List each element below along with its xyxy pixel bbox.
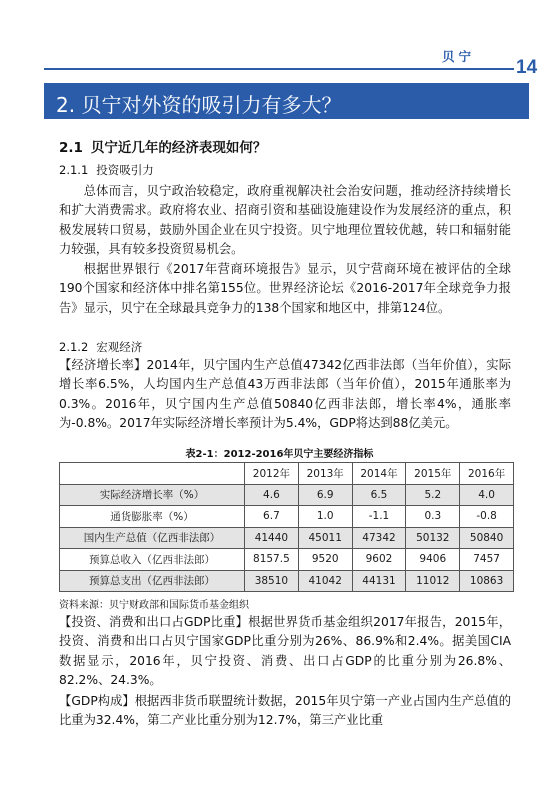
table-row xyxy=(60,527,514,549)
table-cell: 47342 xyxy=(352,527,406,549)
chapter-title: 2. 贝宁对外资的吸引力有多大？ xyxy=(56,93,342,117)
row-label: 国内生产总值（亿西非法郎） xyxy=(60,527,245,549)
table-cell: 6.7 xyxy=(245,506,299,528)
section-title: 宏观经济 xyxy=(96,340,143,354)
table-header-year: 2014年 xyxy=(352,463,406,485)
row-label: 通货膨胀率（%） xyxy=(60,506,245,528)
header-divider xyxy=(44,68,514,70)
table-cell: 6.5 xyxy=(352,484,406,506)
table-row xyxy=(60,506,514,528)
section-heading-2-1-2 xyxy=(59,339,142,355)
row-label: 实际经济增长率（%） xyxy=(60,484,245,506)
table-caption: 表2-1：2012-2016年贝宁主要经济指标 xyxy=(185,449,374,460)
table-cell: 50840 xyxy=(460,527,514,549)
chapter-banner xyxy=(44,83,529,119)
section-number: 2.1 xyxy=(59,140,83,156)
table-header-year: 2016年 xyxy=(460,463,514,485)
paragraph-gdp-composition: 【GDP构成】根据西非货币联盟统计数据，2015年贝宁第一产业占国内生产总值的比重为32.4%，第二产业比重分别为12.7%，第三产业比重 xyxy=(59,694,511,728)
table-cell: 6.9 xyxy=(298,484,352,506)
paragraph-investment-overview: 总体而言，贝宁政治较稳定，政府重视解决社会治安问题，推动经济持续增长和扩大消费需求。政府将农业、招商引资和基础设施建设作为发展经济的重点，积极发展转口贸易，鼓励外国企业在贝宁投资。贝宁地理位置较优越，转口和辐射能力较强，具有较多投资贸易机会。 xyxy=(59,184,511,257)
table-cell: 41042 xyxy=(298,570,352,592)
table-cell: 7457 xyxy=(460,549,514,571)
header-country-label: 贝宁 xyxy=(442,49,476,64)
table-header-year: 2015年 xyxy=(406,463,460,485)
section-title: 贝宁近几年的经济表现如何？ xyxy=(90,140,267,156)
table-header-year: 2012年 xyxy=(245,463,299,485)
table-cell: 44131 xyxy=(352,570,406,592)
table-cell: -0.8 xyxy=(460,506,514,528)
table-cell: 45011 xyxy=(298,527,352,549)
paragraph-growth-rate: 【经济增长率】2014年，贝宁国内生产总值47342亿西非法郎（当年价值），实际增长率6.5%，人均国内生产总值43万西非法郎（当年价值），2015年通胀率为0.3%。2016年，贝宁国内生产总值50840亿西非法郎，增长率4%，通胀率为-0.8%。2017年实际经济增长率预计为5.4%，GDP将达到88亿美元。 xyxy=(59,358,511,431)
paragraph-gdp-share: 【投资、消费和出口占GDP比重】根据世界货币基金组织2017年报告，2015年，投资、消费和出口占贝宁国家GDP比重分别为26%、86.9%和2.4%。据美国CIA数据显示，2016年，贝宁投资、消费、出口占GDP的比重分别为26.8%、82.2%、24.3%。 xyxy=(59,615,511,688)
section-heading-2-1-1 xyxy=(59,162,154,178)
table-cell: 50132 xyxy=(406,527,460,549)
table-source-note: 资料来源：贝宁财政部和国际货币基金组织 xyxy=(59,600,249,611)
economic-indicators-table xyxy=(59,462,514,592)
table-cell: 0.3 xyxy=(406,506,460,528)
table-row xyxy=(60,549,514,571)
table-cell: 5.2 xyxy=(406,484,460,506)
row-label: 预算总收入（亿西非法郎） xyxy=(60,549,245,571)
table-cell: 8157.5 xyxy=(245,549,299,571)
section-heading-2-1 xyxy=(59,136,266,156)
table-cell: 10863 xyxy=(460,570,514,592)
table-cell: 38510 xyxy=(245,570,299,592)
table-cell: 9602 xyxy=(352,549,406,571)
table-cell: 4.6 xyxy=(245,484,299,506)
section-number: 2.1.1 xyxy=(59,163,89,177)
table-cell: 9520 xyxy=(298,549,352,571)
table-header-row xyxy=(60,463,514,485)
table-cell: 1.0 xyxy=(298,506,352,528)
row-label: 预算总支出（亿西非法郎） xyxy=(60,570,245,592)
page-number: 14 xyxy=(516,57,538,78)
paragraph-business-ranking: 根据世界银行《2017年营商环境报告》显示，贝宁营商环境在被评估的全球190个国家和经济体中排名第155位。世界经济论坛《2016-2017年全球竞争力报告》显示，贝宁在全球最具竞争力的138个国家和地区中，排第124位。 xyxy=(59,262,511,315)
table-cell: 41440 xyxy=(245,527,299,549)
table-cell: 4.0 xyxy=(460,484,514,506)
table-cell: 11012 xyxy=(406,570,460,592)
table-cell: -1.1 xyxy=(352,506,406,528)
table-row xyxy=(60,570,514,592)
table-row xyxy=(60,484,514,506)
table-header-empty xyxy=(60,463,245,485)
section-number: 2.1.2 xyxy=(59,340,89,354)
table-cell: 9406 xyxy=(406,549,460,571)
section-title: 投资吸引力 xyxy=(96,163,154,177)
table-header-year: 2013年 xyxy=(298,463,352,485)
